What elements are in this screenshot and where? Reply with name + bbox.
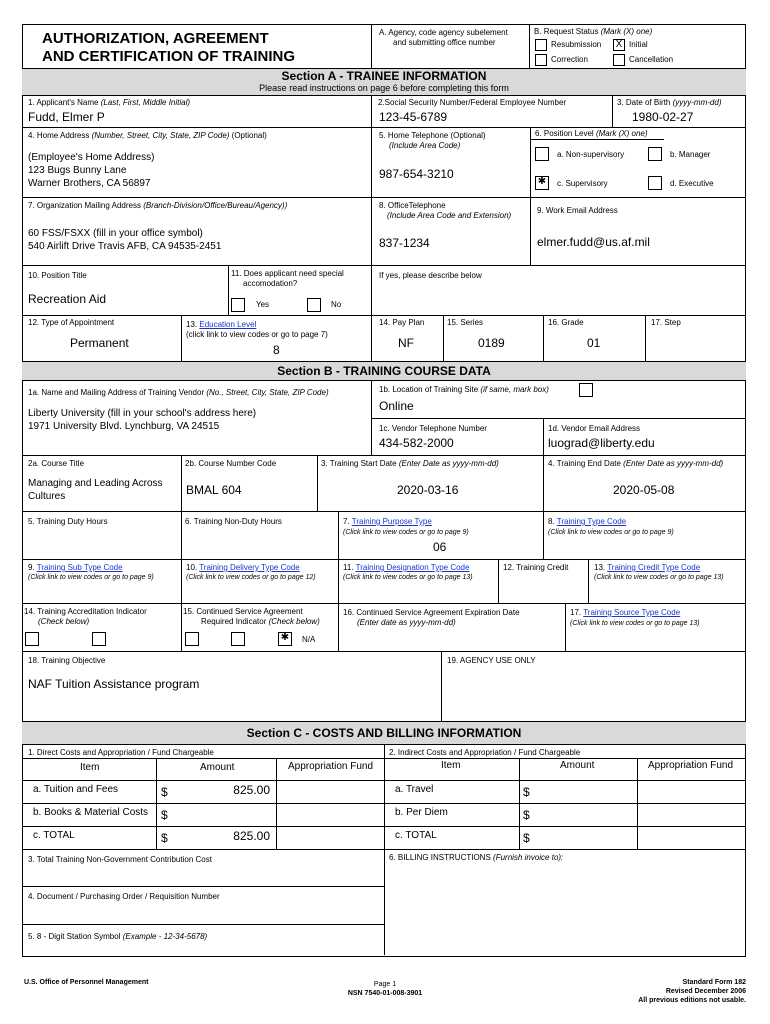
- nongov-cost-label: 3. Total Training Non-Government Contribution Cost: [28, 855, 212, 864]
- dollar-sign: $: [161, 785, 168, 799]
- vendor-email-label: 1d. Vendor Email Address: [548, 424, 641, 433]
- course-number-label: 2b. Course Number Code: [185, 459, 277, 468]
- form-title-line1: AUTHORIZATION, AGREEMENT: [42, 30, 269, 47]
- name-label: 1. Applicant's Name (Last, First, Middle Initial): [28, 98, 191, 107]
- supervisory-checkbox[interactable]: ✱: [535, 176, 549, 190]
- credit-type-label: 13. Training Credit Type Code: [594, 563, 701, 572]
- csa-yes-checkbox[interactable]: [185, 632, 199, 646]
- purpose-type-link[interactable]: Training Purpose Type: [351, 517, 432, 526]
- ssn-value[interactable]: 123-45-6789: [379, 110, 448, 124]
- footer-right: [560, 978, 746, 1005]
- position-level-label: 6. Position Level (Mark (X) one): [535, 129, 648, 138]
- manager-label: b. Manager: [670, 150, 711, 159]
- pay-plan-value[interactable]: NF: [398, 336, 414, 350]
- location-label: 1b. Location of Training Site (if same, mark box): [379, 385, 549, 394]
- series-label: 15. Series: [447, 318, 484, 327]
- accreditation-label: 14. Training Accreditation Indicator (Check below): [24, 607, 147, 626]
- dollar-sign: $: [161, 831, 168, 845]
- ssn-label: 2.Social Security Number/Federal Employee Number: [378, 98, 567, 107]
- station-symbol-label: 5. 8 - Digit Station Symbol (Example - 12-34-5678): [28, 932, 208, 941]
- footer-page: Page 1: [373, 981, 397, 988]
- indirect-col-amount: Amount: [560, 760, 595, 771]
- sub-type-note: (Click link to view codes or go to page 9): [28, 574, 154, 581]
- name-value[interactable]: Fudd, Elmer P: [28, 110, 105, 124]
- cancellation-label: Cancellation: [629, 55, 674, 64]
- grade-label: 16. Grade: [548, 318, 584, 327]
- footer-nsn: NSN 7540-01-008-3901: [347, 990, 423, 997]
- dob-label: 3. Date of Birth (yyyy-mm-dd): [617, 98, 722, 107]
- step-label: 17. Step: [651, 318, 681, 327]
- home-phone-label: 5. Home Telephone (Optional) (Include Area Code): [379, 131, 486, 150]
- address-label: 4. Home Address (Number, Street, City, State, ZIP Code) (Optional): [28, 131, 267, 140]
- executive-checkbox[interactable]: [648, 176, 662, 190]
- billing-instructions-label: 6. BILLING INSTRUCTIONS (Furnish invoice to):: [389, 853, 564, 862]
- describe-label: If yes, please describe below: [379, 271, 482, 280]
- work-email-value[interactable]: elmer.fudd@us.af.mil: [537, 235, 650, 249]
- accommodation-no-label: No: [331, 300, 342, 309]
- objective-value[interactable]: NAF Tuition Assistance program: [28, 677, 200, 691]
- vendor-email-value[interactable]: luograd@liberty.edu: [548, 436, 655, 450]
- accommodation-yes-label: Yes: [256, 300, 270, 309]
- appointment-value[interactable]: Permanent: [70, 336, 129, 350]
- source-type-link[interactable]: Training Source Type Code: [583, 608, 681, 617]
- accreditation-no-checkbox[interactable]: [92, 632, 106, 646]
- education-level-link[interactable]: Education Level: [199, 320, 257, 329]
- form-title: [42, 30, 295, 66]
- delivery-type-link[interactable]: Training Delivery Type Code: [199, 563, 300, 572]
- course-number-value[interactable]: BMAL 604: [186, 483, 242, 497]
- csa-label: 15. Continued Service Agreement Required Indicator (Check below): [183, 607, 320, 626]
- objective-label: 18. Training Objective: [28, 656, 106, 665]
- home-phone-value[interactable]: 987-654-3210: [379, 167, 454, 181]
- csa-na-label: N/A: [302, 635, 316, 644]
- footer-revised: Revised December 2006: [665, 988, 746, 995]
- education-note: (click link to view codes or go to page 7): [186, 330, 328, 339]
- accommodation-no-checkbox[interactable]: [307, 298, 321, 312]
- org-address-label: 7. Organization Mailing Address (Branch-Division/Office/Bureau/Agency)): [28, 201, 288, 210]
- purpose-label: 7. Training Purpose Type: [343, 517, 432, 526]
- agency-label: A. Agency, code agency subelement and submitting office number: [379, 28, 508, 47]
- vendor-address-value[interactable]: Liberty University (fill in your school's address here) 1971 University Blvd. Lynchburg, VA 24515: [28, 408, 257, 432]
- resubmission-checkbox[interactable]: [535, 39, 547, 51]
- org-address-value[interactable]: 60 FSS/FSXX (fill in your office symbol) 540 Airlift Drive Travis AFB, CA 94535-2451: [28, 228, 222, 252]
- designation-link[interactable]: Training Designation Type Code: [355, 563, 470, 572]
- sub-type-link[interactable]: Training Sub Type Code: [36, 563, 123, 572]
- purpose-value[interactable]: 06: [433, 540, 447, 554]
- office-phone-value[interactable]: 837-1234: [379, 236, 430, 250]
- dollar-sign: $: [161, 808, 168, 822]
- office-phone-label: 8. OfficeTelephone (Include Area Code and Extension): [379, 201, 512, 220]
- sub-type-label: 9. Training Sub Type Code: [28, 563, 123, 572]
- position-title-value[interactable]: Recreation Aid: [28, 292, 107, 306]
- footer-previous: All previous editions not usable.: [638, 997, 746, 1004]
- cancellation-checkbox[interactable]: [613, 54, 625, 66]
- indirect-row-item: b. Per Diem: [395, 807, 448, 818]
- pay-plan-label: 14. Pay Plan: [379, 318, 425, 327]
- csa-expiration-label: 16. Continued Service Agreement Expiration Date (Enter date as yyyy-mm-dd): [343, 608, 520, 627]
- start-date-label: 3. Training Start Date (Enter Date as yyyy-mm-dd): [321, 459, 499, 468]
- series-value[interactable]: 0189: [478, 336, 505, 350]
- vendor-phone-label: 1c. Vendor Telephone Number: [379, 424, 487, 433]
- location-same-checkbox[interactable]: [579, 383, 593, 397]
- manager-checkbox[interactable]: [648, 147, 662, 161]
- section-c-header: Section C - COSTS AND BILLING INFORMATION: [22, 721, 746, 745]
- csa-na-checkbox[interactable]: ✱: [278, 632, 292, 646]
- indirect-row-item: a. Travel: [395, 784, 434, 795]
- document-number-label: 4. Document / Purchasing Order / Requisition Number: [28, 892, 220, 901]
- direct-row-item: c. TOTAL: [33, 830, 75, 841]
- training-credit-label: 12. Training Credit: [503, 563, 569, 572]
- special-accommodation-label: 11. Does applicant need special accomodation?: [231, 269, 344, 288]
- indirect-col-fund: Appropriation Fund: [648, 760, 734, 771]
- indirect-row-item: c. TOTAL: [395, 830, 437, 841]
- dollar-sign: $: [523, 785, 530, 799]
- indirect-col-item: Item: [441, 760, 461, 771]
- initial-checkbox[interactable]: X: [613, 39, 625, 51]
- purpose-note: (Click link to view codes or go to page 9): [343, 529, 469, 536]
- non-supervisory-label: a. Non-supervisory: [557, 150, 625, 159]
- executive-label: d. Executive: [670, 179, 714, 188]
- course-title-label: 2a. Course Title: [28, 459, 85, 468]
- designation-label: 11. Training Designation Type Code: [343, 563, 470, 572]
- direct-costs-label: 1. Direct Costs and Appropriation / Fund Chargeable: [28, 748, 214, 757]
- course-title-value[interactable]: Managing and Leading Across Cultures: [28, 478, 163, 502]
- initial-label: Initial: [629, 40, 648, 49]
- credit-type-link[interactable]: Training Credit Type Code: [607, 563, 701, 572]
- section-a-header: Section A - TRAINEE INFORMATION Please read instructions on page 6 before completing this form: [22, 68, 746, 96]
- direct-col-amount: Amount: [200, 762, 235, 773]
- footer-agency: U.S. Office of Personnel Management: [24, 979, 149, 986]
- accreditation-yes-checkbox[interactable]: [25, 632, 39, 646]
- direct-row-item: a. Tuition and Fees: [33, 784, 119, 795]
- delivery-type-label: 10. Training Delivery Type Code: [186, 563, 300, 572]
- form-title-line2: AND CERTIFICATION OF TRAINING: [42, 48, 296, 65]
- credit-type-note: (Click link to view codes or go to page 13): [594, 574, 724, 581]
- request-status-label: B. Request Status (Mark (X) one): [534, 27, 653, 36]
- nonduty-hours-label: 6. Training Non-Duty Hours: [185, 517, 282, 526]
- correction-checkbox[interactable]: [535, 54, 547, 66]
- location-value[interactable]: Online: [379, 399, 414, 413]
- csa-no-checkbox[interactable]: [231, 632, 245, 646]
- designation-note: (Click link to view codes or go to page 13): [343, 574, 473, 581]
- direct-row-amount[interactable]: 825.00: [233, 829, 270, 843]
- correction-label: Correction: [551, 55, 588, 64]
- grade-value[interactable]: 01: [587, 336, 601, 350]
- appointment-label: 12. Type of Appointment: [28, 318, 115, 327]
- direct-col-fund: Appropriation Fund: [288, 761, 374, 772]
- accommodation-yes-checkbox[interactable]: [231, 298, 245, 312]
- direct-row-amount[interactable]: 825.00: [233, 783, 270, 797]
- source-type-note: (Click link to view codes or go to page 13): [570, 620, 700, 627]
- agency-use-label: 19. AGENCY USE ONLY: [447, 656, 536, 665]
- vendor-phone-value[interactable]: 434-582-2000: [379, 436, 454, 450]
- non-supervisory-checkbox[interactable]: [535, 147, 549, 161]
- start-date-value[interactable]: 2020-03-16: [397, 483, 459, 497]
- education-label: 13. Education Level: [186, 320, 257, 329]
- end-date-value[interactable]: 2020-05-08: [613, 483, 675, 497]
- type-code-label: 8. Training Type Code: [548, 517, 627, 526]
- position-title-label: 10. Position Title: [28, 271, 87, 280]
- section-b-header: Section B - TRAINING COURSE DATA: [22, 361, 746, 381]
- footer-center: [320, 980, 450, 998]
- type-code-link[interactable]: Training Type Code: [556, 517, 627, 526]
- footer-form: Standard Form 182: [682, 979, 746, 986]
- duty-hours-label: 5. Training Duty Hours: [28, 517, 108, 526]
- type-code-note: (Click link to view codes or go to page 9): [548, 529, 674, 536]
- home-address-value[interactable]: (Employee's Home Address) 123 Bugs Bunny Lane Warner Brothers, CA 56897: [28, 152, 155, 189]
- direct-row-item: b. Books & Material Costs: [33, 807, 149, 818]
- resubmission-label: Resubmission: [551, 40, 602, 49]
- end-date-label: 4. Training End Date (Enter Date as yyyy-mm-dd): [548, 459, 724, 468]
- education-value[interactable]: 8: [273, 343, 280, 357]
- indirect-costs-label: 2. Indirect Costs and Appropriation / Fund Chargeable: [389, 748, 581, 757]
- dollar-sign: $: [523, 808, 530, 822]
- direct-col-item: Item: [80, 762, 100, 773]
- source-type-label: 17. Training Source Type Code: [570, 608, 681, 617]
- supervisory-label: c. Supervisory: [557, 179, 608, 188]
- delivery-type-note: (Click link to view codes or go to page 12): [186, 574, 316, 581]
- vendor-label: 1a. Name and Mailing Address of Training Vendor (No., Street, City, State, ZIP Code): [28, 388, 329, 397]
- dob-value[interactable]: 1980-02-27: [632, 110, 694, 124]
- work-email-label: 9. Work Email Address: [537, 206, 618, 215]
- dollar-sign: $: [523, 831, 530, 845]
